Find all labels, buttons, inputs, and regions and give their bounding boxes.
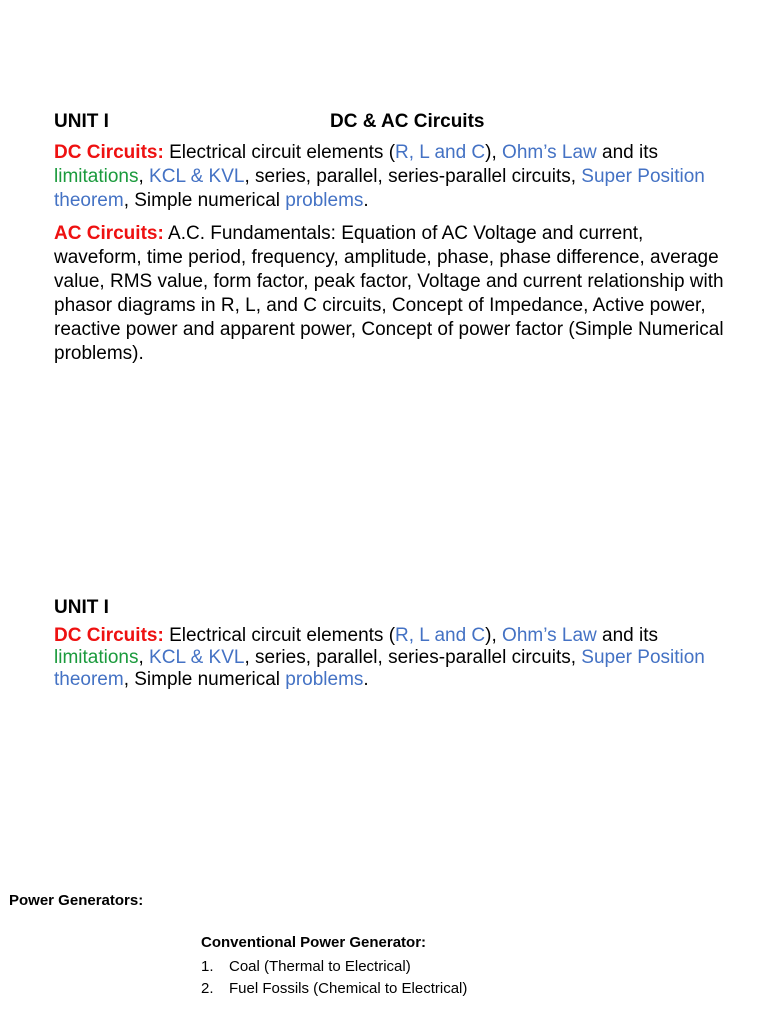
list-item [201, 978, 467, 1000]
unit-heading-2: UNIT I [54, 597, 109, 618]
link-problems[interactable]: problems [285, 669, 364, 690]
link-problems[interactable]: problems [285, 190, 364, 211]
link-ohms-law[interactable]: Ohm’s Law [502, 142, 597, 163]
unit-heading-1: UNIT I [54, 111, 109, 132]
dc-circuits-label: DC Circuits: [54, 142, 164, 163]
generator-list [201, 956, 467, 1000]
dc-circuits-paragraph-2 [54, 625, 734, 691]
text-run: , [138, 647, 150, 668]
conventional-generator-subheading: Conventional Power Generator: [201, 934, 427, 951]
text-run: ), [485, 142, 503, 163]
link-superposition[interactable]: Super Position theorem [54, 166, 705, 211]
list-item-text: Coal (Thermal to Electrical) [229, 958, 411, 975]
ac-circuits-paragraph [54, 222, 734, 366]
link-ohms-law[interactable]: Ohm’s Law [502, 625, 597, 646]
dc-circuits-paragraph-1 [54, 141, 734, 213]
list-item-text: Fuel Fossils (Chemical to Electrical) [229, 980, 468, 997]
text-run: , [138, 166, 150, 187]
text-run: , Simple numerical [123, 669, 286, 690]
text-run: , series, parallel, series-parallel circuits, [244, 647, 582, 668]
text-run: . [363, 669, 369, 690]
link-superposition[interactable]: Super Position theorem [54, 647, 705, 690]
dc-circuits-label: DC Circuits: [54, 625, 164, 646]
link-rlc[interactable]: R, L and C [395, 142, 486, 163]
link-kcl-kvl[interactable]: KCL & KVL [149, 166, 245, 187]
text-run: and its [596, 142, 658, 163]
text-run: , Simple numerical [123, 190, 286, 211]
section-title: DC & AC Circuits [330, 111, 485, 132]
text-run: Electrical circuit elements ( [163, 625, 396, 646]
ac-circuits-label: AC Circuits: [54, 223, 164, 244]
text-run: , series, parallel, series-parallel circuits, [244, 166, 582, 187]
text-run: ), [485, 625, 503, 646]
link-rlc[interactable]: R, L and C [395, 625, 486, 646]
text-run: . [363, 190, 369, 211]
text-run: Electrical circuit elements ( [163, 142, 396, 163]
power-generators-heading: Power Generators: [9, 892, 144, 909]
list-number: 2. [201, 980, 214, 997]
list-item [201, 956, 467, 978]
link-limitations[interactable]: limitations [54, 647, 139, 668]
text-run: and its [596, 625, 658, 646]
link-kcl-kvl[interactable]: KCL & KVL [149, 647, 245, 668]
ac-circuits-text: A.C. Fundamentals: Equation of AC Voltage and current, waveform, time period, frequency, amplitude, phase, phase difference, average value, RMS value, form factor, peak factor, Voltage and current relationship with phasor diagrams in R, L, and C circuits, Concept of Impedance, Active power, reactive power and apparent power, Concept of power factor (Simple Numerical problems). [54, 223, 724, 364]
link-limitations[interactable]: limitations [54, 166, 139, 187]
list-number: 1. [201, 958, 214, 975]
